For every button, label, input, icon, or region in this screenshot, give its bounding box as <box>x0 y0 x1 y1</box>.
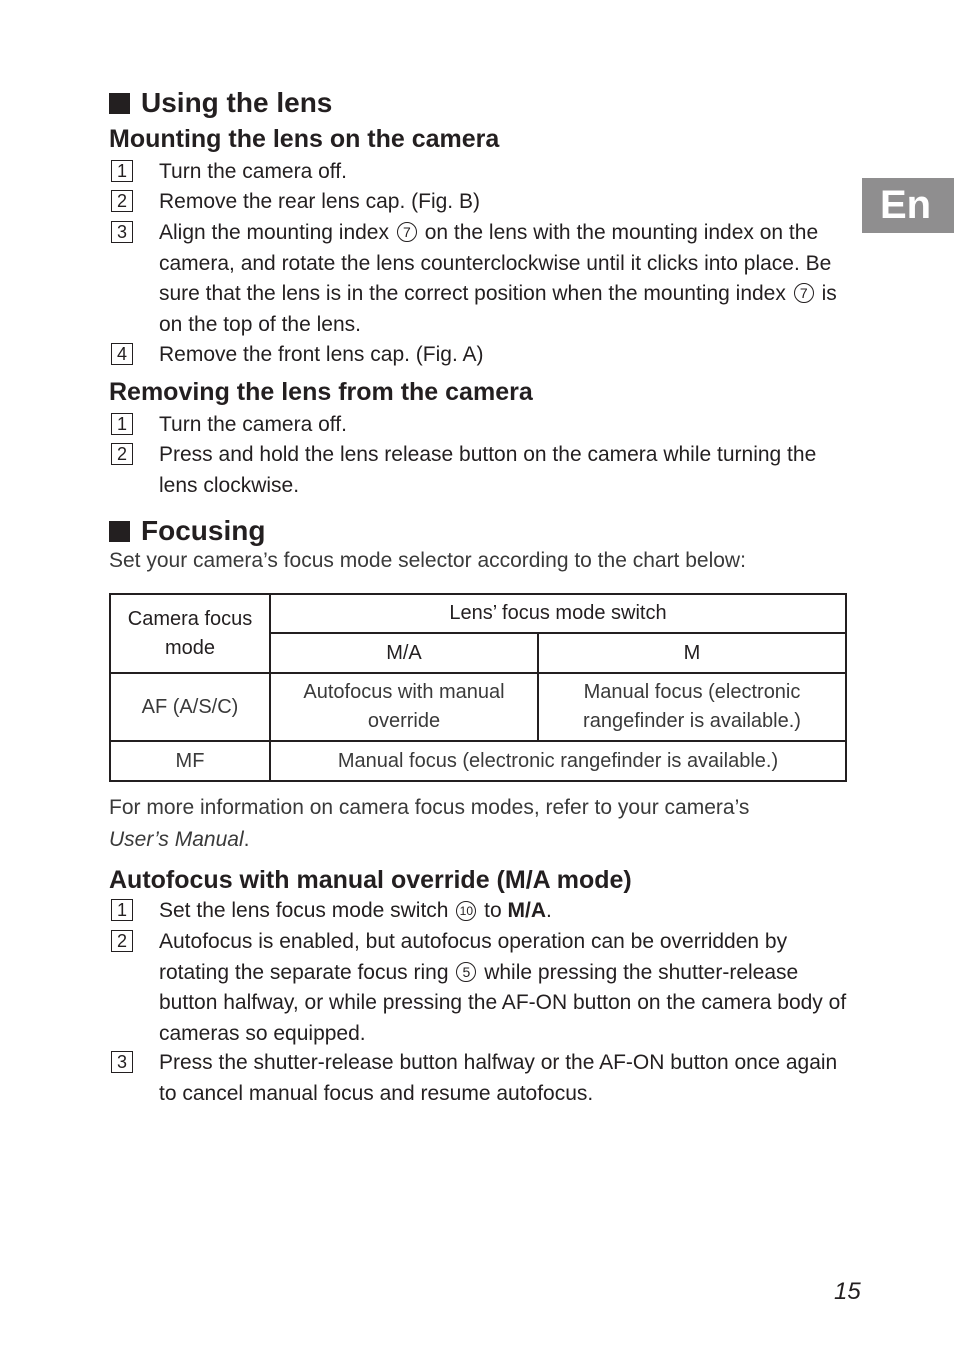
subheading-mounting: Mounting the lens on the camera <box>109 125 500 153</box>
step-number: 3 <box>111 1051 133 1073</box>
step-text: Turn the camera off. <box>159 413 347 436</box>
header-lens-switch: Lens’ focus mode switch <box>270 594 846 633</box>
callout-5-icon: 5 <box>456 962 476 982</box>
subheading-override: Autofocus with manual override (M/A mode) <box>109 866 632 894</box>
cell-af-m: Manual focus (electronic rangefinder is available.) <box>538 673 846 741</box>
step-text-part: while pressing the shutter-release button halfway, or while pressing the AF-ON button on the camera body of cameras so equipped. <box>159 960 847 1045</box>
sentence-end: . <box>243 828 250 851</box>
language-tab: En <box>862 178 954 233</box>
override-step-3 <box>109 1048 849 1109</box>
override-step-1 <box>109 896 849 927</box>
section-heading-using-lens <box>109 86 332 120</box>
mode-name: M/A <box>507 899 547 922</box>
step-number: 1 <box>111 160 133 182</box>
row-mf-label: MF <box>110 741 270 781</box>
step-number: 1 <box>111 899 133 921</box>
removing-step-1 <box>109 410 849 441</box>
step-text <box>159 896 849 927</box>
section-square-icon <box>109 521 130 542</box>
more-info-text <box>109 792 854 856</box>
step-number: 4 <box>111 343 133 365</box>
step-text-part: Set the lens focus mode switch <box>159 899 449 922</box>
step-text <box>159 927 849 1049</box>
header-m: M <box>538 633 846 673</box>
mounting-step-3 <box>109 218 849 340</box>
step-number: 2 <box>111 443 133 465</box>
focus-mode-table <box>109 593 847 782</box>
more-info-sentence: For more information on camera focus modes, refer to your camera’s <box>109 796 750 819</box>
page-number: 15 <box>834 1278 861 1305</box>
step-number: 2 <box>111 930 133 952</box>
manual-title: User’s Manual <box>109 828 244 851</box>
step-text-part: . <box>546 899 552 922</box>
step-text: Remove the rear lens cap. (Fig. B) <box>159 190 480 213</box>
section-heading-focusing <box>109 514 265 548</box>
subheading-removing: Removing the lens from the camera <box>109 378 533 406</box>
removing-step-2 <box>109 440 849 501</box>
section-title: Focusing <box>141 515 266 546</box>
header-ma: M/A <box>270 633 538 673</box>
mounting-step-4 <box>109 340 849 371</box>
override-step-2 <box>109 927 849 1049</box>
step-text-part: to <box>484 899 502 922</box>
row-af-label: AF (A/S/C) <box>110 673 270 741</box>
step-text: Turn the camera off. <box>159 160 347 183</box>
callout-7-icon: 7 <box>794 283 814 303</box>
step-text: Press the shutter-release button halfway or the AF-ON button once again to cancel manual focus and resume autofocus. <box>159 1051 838 1105</box>
step-number: 2 <box>111 190 133 212</box>
step-number: 1 <box>111 413 133 435</box>
header-camera-focus-mode: Camera focus mode <box>110 594 270 673</box>
mounting-step-1 <box>109 157 849 188</box>
section-square-icon <box>109 93 130 114</box>
mounting-step-2 <box>109 187 849 218</box>
step-text: Remove the front lens cap. (Fig. A) <box>159 343 484 366</box>
step-text-part: is on the top of the lens. <box>159 282 837 336</box>
step-text-part: Autofocus is enabled, but autofocus operation can be overridden by rotating the separate focus ring <box>159 930 788 984</box>
cell-mf-value: Manual focus (electronic rangefinder is available.) <box>270 741 846 781</box>
step-text-part: on the lens with the mounting index on the camera, and rotate the lens counterclockwise until it clicks into place. Be sure that the lens is in the correct position when the mounting index <box>159 221 832 305</box>
step-number: 3 <box>111 221 133 243</box>
focusing-intro: Set your camera’s focus mode selector according to the chart below: <box>109 549 746 572</box>
section-title: Using the lens <box>141 87 333 118</box>
step-text: Press and hold the lens release button on the camera while turning the lens clockwise. <box>159 443 817 497</box>
callout-10-icon: 10 <box>456 901 476 921</box>
cell-af-ma: Autofocus with manual override <box>270 673 538 741</box>
step-text-part: Align the mounting index <box>159 221 389 244</box>
callout-7-icon: 7 <box>397 222 417 242</box>
step-text <box>159 218 849 340</box>
